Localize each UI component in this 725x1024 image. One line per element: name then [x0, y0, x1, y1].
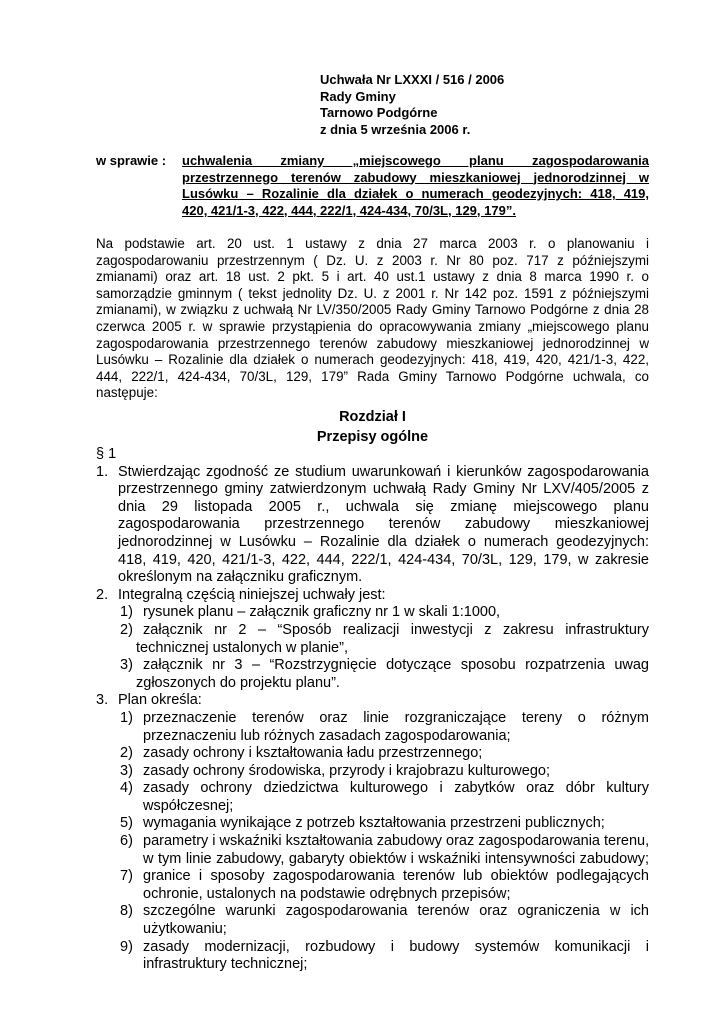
- section-marker: § 1: [96, 446, 117, 462]
- paragraph-line: zmianami), w związku z uchwałą Nr LV/350/2005 Rady Gminy Tarnowo Podgórne z dnia 28: [96, 302, 649, 318]
- sub-item: [96, 657, 649, 692]
- resolution-date: z dnia 5 września 2006 r.: [320, 121, 471, 137]
- paragraph-line: następuje:: [96, 385, 158, 401]
- paragraph-line: Lusówku – Rozalinie dla działek o numerach geodezyjnych: 418, 419, 420, 421/1-3, 422,: [96, 352, 649, 368]
- sub-item-line: infrastruktury technicznej;: [143, 956, 308, 973]
- paragraph-line: zmianami) oraz art. 18 ust. 2 pkt. 5 i art. 40 ust.1 ustawy z dnia 8 marca 1990 r. o: [96, 269, 649, 285]
- sub-item: [96, 710, 649, 745]
- sub-item-number: 6): [120, 833, 133, 850]
- sub-item: [96, 833, 649, 868]
- sub-item-line: zasady modernizacji, rozbudowy i budowy systemów komunikacji i: [143, 938, 649, 955]
- sub-item-line: zgłoszonych do projektu planu”.: [136, 674, 340, 691]
- sub-item-number: 4): [120, 780, 133, 797]
- sub-item-line: przeznaczenie terenów oraz linie rozgraniczające tereny o różnym: [143, 709, 649, 726]
- paragraph-line: zagospodarowaniu przestrzennym ( Dz. U. z 2003 r. Nr 80 poz. 717 z późniejszymi: [96, 252, 649, 268]
- sub-item-number: 2): [120, 621, 133, 638]
- item-line: określonym na załączniku graficznym.: [118, 569, 363, 586]
- legal-basis-paragraph: [96, 236, 649, 402]
- list-item: [96, 692, 649, 710]
- resolution-number: Uchwała Nr LXXXI / 516 / 2006: [320, 72, 505, 87]
- item-line: jednorodzinnej w Lusówku – Rozalinie dla działek o numerach geodezyjnych:: [118, 533, 649, 550]
- sub-item: [96, 780, 649, 815]
- item-line: 418, 419, 420, 421/1-3, 422, 444, 222/1, 424-434, 70/3L, 129, 179, w zakresie: [118, 551, 649, 568]
- sub-item-line: współczesnej;: [143, 797, 234, 814]
- sub-item-line: zasady ochrony dziedzictwa kulturowego i zabytków oraz dóbr kultury: [143, 780, 649, 797]
- resolution-header: [320, 72, 504, 138]
- sub-item-line: załącznik nr 3 – “Rozstrzygnięcie dotyczące sposobu rozpatrzenia uwag: [143, 657, 649, 674]
- municipality-name: Tarnowo Podgórne: [320, 105, 438, 120]
- sub-item: [96, 763, 649, 781]
- sub-item-number: 3): [120, 657, 133, 674]
- paragraph-line: Na podstawie art. 20 ust. 1 ustawy z dnia 27 marca 2003 r. o planowaniu i: [96, 236, 649, 251]
- sub-item-line: użytkowaniu;: [143, 921, 227, 938]
- item-number: 1.: [96, 463, 109, 480]
- item-line: dnia 29 listopada 2005 r., uchwala się zmianę miejscowego planu: [118, 498, 649, 515]
- sub-item: [96, 868, 649, 903]
- chapter-subtitle: Przepisy ogólne: [316, 429, 429, 445]
- subject-line: 420, 421/1-3, 422, 444, 222/1, 424-434, 70/3L, 129, 179”.: [182, 202, 516, 218]
- subject-line: przestrzennego terenów zabudowy mieszkaniowej jednorodzinnej w: [182, 169, 649, 185]
- council-name: Rady Gminy: [320, 88, 396, 104]
- sub-item-number: 7): [120, 868, 133, 885]
- sub-item-line: przeznaczeniu lub różnych zasadach zagospodarowania;: [143, 727, 511, 744]
- subject-text: [182, 153, 649, 219]
- sub-item: [96, 622, 649, 657]
- sub-item-line: ochronie, ustalonych na podstawie odrębnych przepisów;: [143, 885, 511, 902]
- sub-item-line: zasady ochrony i kształtowania ładu przestrzennego;: [143, 745, 483, 762]
- item-line: Stwierdzając zgodność ze studium uwarunkowań i kierunków zagospodarowania: [118, 463, 649, 480]
- sub-item: [96, 604, 649, 622]
- item-number: 3.: [96, 692, 109, 709]
- subject-line: uchwalenia zmiany „miejscowego planu zagospodarowania: [182, 153, 649, 168]
- sub-item-line: zasady ochrony środowiska, przyrody i krajobrazu kulturowego;: [143, 762, 550, 779]
- sub-item: [96, 903, 649, 938]
- sub-item-line: technicznej ustalonych w planie”,: [136, 639, 348, 656]
- sub-item-line: szczególne warunki zagospodarowania terenów oraz ograniczenia w ich: [143, 903, 649, 920]
- subject-line: Lusówku – Rozalinie dla działek o numerach geodezyjnych: 418, 419,: [182, 186, 649, 201]
- sub-item-line: granice i sposoby zagospodarowania terenów lub obiektów podlegających: [143, 868, 649, 885]
- sub-item: [96, 815, 649, 833]
- sub-item: [96, 939, 649, 974]
- sub-item-number: 2): [120, 745, 133, 762]
- sub-item-line: wymagania wynikające z potrzeb kształtowania przestrzeni publicznych;: [143, 815, 605, 832]
- sub-item-line: rysunek planu – załącznik graficzny nr 1 w skali 1:1000,: [143, 604, 501, 621]
- chapter-title: Rozdział I: [339, 409, 406, 425]
- item-line: Integralną częścią niniejszej uchwały jest:: [118, 586, 386, 603]
- sub-item-line: w tym linie zabudowy, gabaryty obiektów i wskaźniki intensywności zabudowy;: [143, 850, 649, 867]
- item-line: Plan określa:: [118, 692, 202, 709]
- section-body: [96, 446, 649, 974]
- item-line: zagospodarowania przestrzennego terenów zabudowy mieszkaniowej: [118, 516, 649, 533]
- paragraph-line: zagospodarowania przestrzennego terenów zabudowy mieszkaniowej jednorodzinnej w: [96, 335, 649, 351]
- sub-item-line: parametry i wskaźniki kształtowania zabudowy oraz zagospodarowania terenu,: [143, 833, 650, 850]
- item-line: przestrzennego gminy zatwierdzonym uchwałą Rady Gminy Nr LXV/405/2005 z: [118, 481, 649, 498]
- subject-label: w sprawie :: [96, 153, 167, 168]
- paragraph-line: samorządzie gminnym ( tekst jednolity Dz. U. z 2001 r. Nr 142 poz. 1591 z późniejszymi: [96, 285, 649, 301]
- sub-item: [96, 745, 649, 763]
- paragraph-line: 444, 222/1, 424-434, 70/3L, 129, 179” Rada Gminy Tarnowo Podgórne uchwala, co: [96, 368, 649, 384]
- sub-item-number: 1): [120, 709, 133, 726]
- sub-item-number: 9): [120, 938, 133, 955]
- sub-item-number: 5): [120, 815, 133, 832]
- item-number: 2.: [96, 586, 109, 603]
- sub-item-number: 3): [120, 762, 133, 779]
- list-item: [96, 587, 649, 605]
- paragraph-line: czerwca 2005 r. w sprawie przystąpienia do opracowywania zmiany „miejscowego planu: [96, 318, 649, 334]
- list-item: [96, 464, 649, 587]
- sub-item-line: załącznik nr 2 – “Sposób realizacji inwestycji z zakresu infrastruktury: [143, 621, 649, 638]
- sub-item-number: 8): [120, 903, 133, 920]
- sub-item-number: 1): [120, 604, 133, 621]
